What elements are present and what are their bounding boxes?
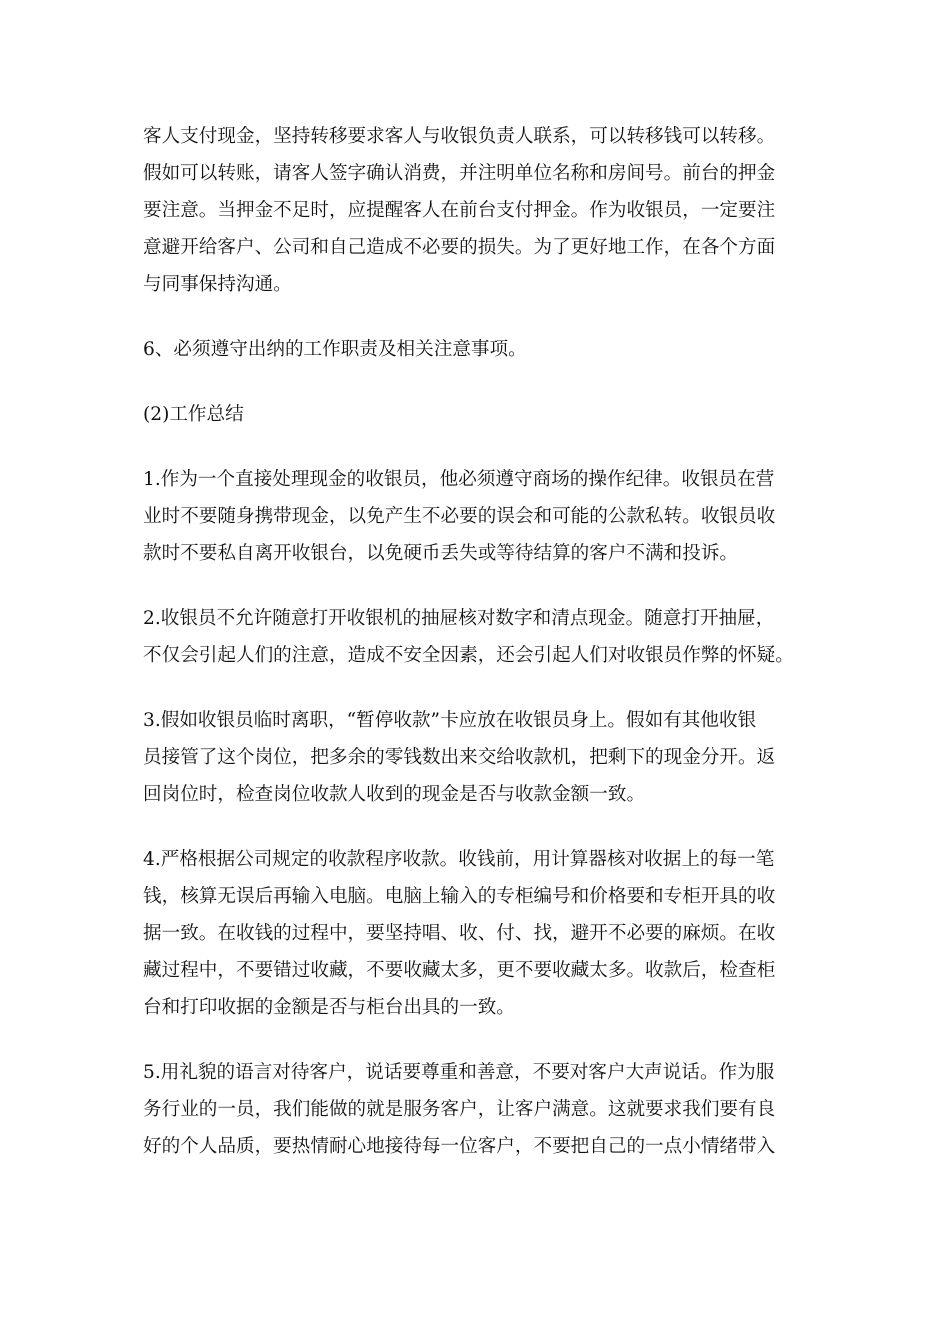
text-line: 与同事保持沟通。 [143, 274, 292, 295]
paragraph-point-3 [143, 702, 808, 813]
text-line: 员接管了这个岗位，把多余的零钱数出来交给收款机，把剩下的现金分开。返 [143, 747, 776, 768]
text-line: 要注意。当押金不足时，应提醒客人在前台支付押金。作为收银员，一定要注 [143, 200, 776, 221]
text-line: 3.假如收银员临时离职，“暂停收款”卡应放在收银员身上。假如有其他收银 [143, 710, 757, 731]
paragraph-1 [143, 118, 808, 303]
text-line: 据一致。在收钱的过程中，要坚持唱、收、付、找，避开不必要的麻烦。在收 [143, 923, 776, 944]
text-line: 2.收银员不允许随意打开收银机的抽屉核对数字和清点现金。随意打开抽屉， [143, 608, 775, 629]
text-line: 5.用礼貌的语言对待客户，说话要尊重和善意，不要对客户大声说话。作为服 [143, 1062, 775, 1083]
text-line: 客人支付现金，坚持转移要求客人与收银负责人联系，可以转移钱可以转移。 [143, 126, 776, 147]
text-line: 6、必须遵守出纳的工作职责及相关注意事项。 [143, 339, 527, 360]
paragraph-item-6 [143, 331, 808, 368]
text-line: (2)工作总结 [143, 404, 244, 425]
text-line: 回岗位时，检查岗位收款人收到的现金是否与收款金额一致。 [143, 784, 646, 805]
text-line: 4.严格根据公司规定的收款程序收款。收钱前，用计算器核对收据上的每一笔 [143, 849, 775, 870]
document-body [143, 118, 808, 1193]
text-line: 款时不要私自离开收银台，以免硬币丢失或等待结算的客户不满和投诉。 [143, 543, 739, 564]
text-line: 藏过程中，不要错过收藏，不要收藏太多，更不要收藏太多。收款后，检查柜 [143, 960, 776, 981]
text-line: 务行业的一员，我们能做的就是服务客户，让客户满意。这就要求我们要有良 [143, 1099, 776, 1120]
text-line: 钱，核算无误后再输入电脑。电脑上输入的专柜编号和价格要和专柜开具的收 [143, 886, 776, 907]
text-line: 不仅会引起人们的注意，造成不安全因素，还会引起人们对收银员作弊的怀疑。 [143, 645, 794, 666]
section-heading-work-summary [143, 396, 808, 433]
text-line: 假如可以转账，请客人签字确认消费，并注明单位名称和房间号。前台的押金 [143, 163, 776, 184]
text-line: 好的个人品质，要热情耐心地接待每一位客户，不要把自己的一点小情绪带入 [143, 1136, 776, 1157]
paragraph-point-5 [143, 1054, 808, 1165]
text-line: 1.作为一个直接处理现金的收银员，他必须遵守商场的操作纪律。收银员在营 [143, 469, 775, 490]
paragraph-point-1 [143, 461, 808, 572]
paragraph-point-4 [143, 841, 808, 1026]
text-line: 业时不要随身携带现金，以免产生不必要的误会和可能的公款私转。收银员收 [143, 506, 776, 527]
text-line: 意避开给客户、公司和自己造成不必要的损失。为了更好地工作，在各个方面 [143, 237, 776, 258]
paragraph-point-2 [143, 600, 808, 674]
text-line: 台和打印收据的金额是否与柜台出具的一致。 [143, 997, 515, 1018]
